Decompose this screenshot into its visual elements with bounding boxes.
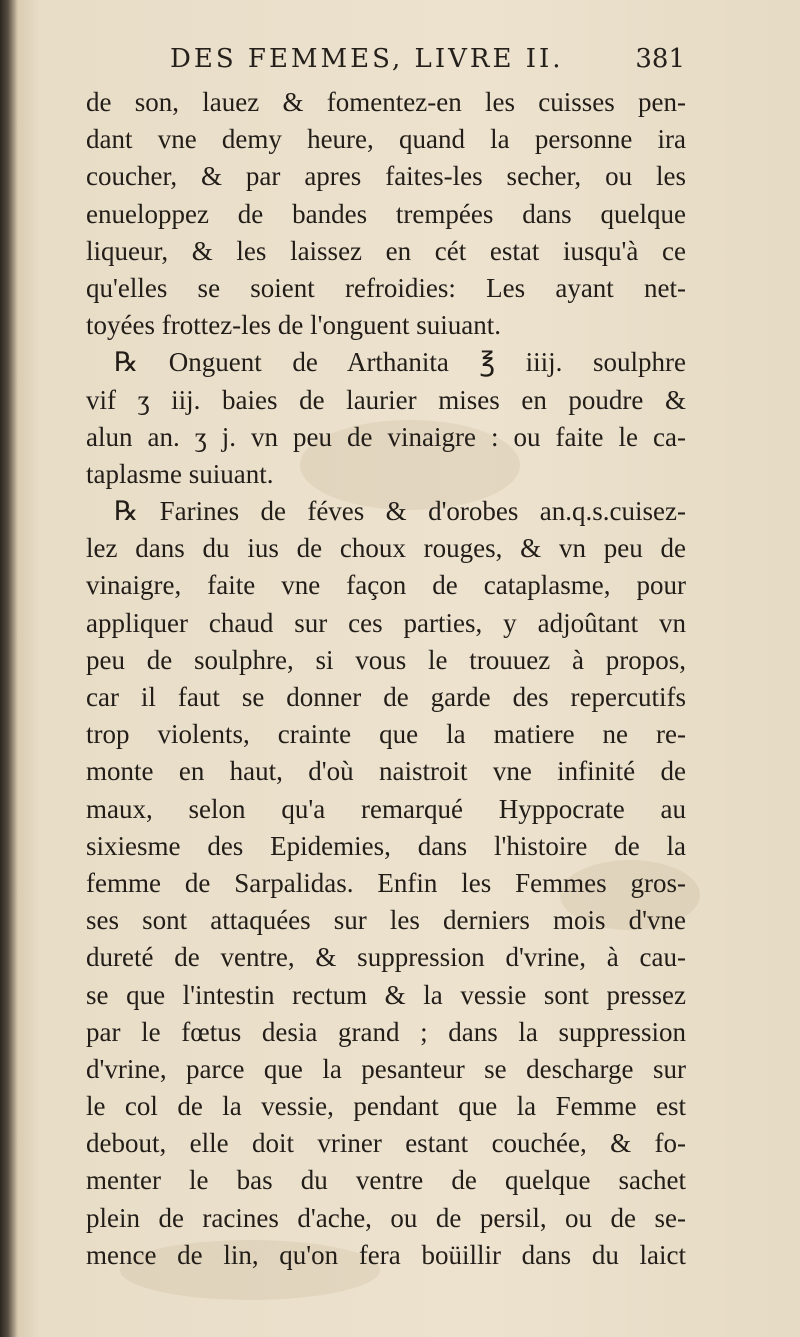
page-number: 381 bbox=[635, 44, 685, 74]
text-line: taplasme suiuant. bbox=[86, 458, 274, 489]
text-line: le col de la vessie, pendant que la Femme est bbox=[86, 1091, 686, 1122]
text-line: ses sont attaquées sur les derniers mois d'vne bbox=[86, 905, 686, 936]
text-line: vif ʒ iij. baies de laurier mises en poudre & bbox=[86, 384, 686, 415]
text-line: appliquer chaud sur ces parties, y adjoûtant vn bbox=[86, 607, 686, 638]
text-line: se que l'intestin rectum & la vessie sont pressez bbox=[86, 979, 686, 1010]
text-line: car il faut se donner de garde des repercutifs bbox=[86, 682, 686, 712]
text-line: menter le bas du ventre de quelque sachet bbox=[86, 1165, 686, 1196]
text-line: ℞ Onguent de Arthanita ℥ iiij. soulphre bbox=[114, 347, 686, 378]
text-line: mence de lin, qu'on fera boüillir dans du laict bbox=[86, 1239, 686, 1270]
running-header bbox=[170, 44, 685, 84]
text-line: plein de racines d'ache, ou de persil, ou de se- bbox=[86, 1202, 686, 1233]
text-line: sixiesme des Epidemies, dans l'histoire de la bbox=[86, 830, 686, 861]
text-line: enueloppez de bandes trempées dans quelque bbox=[86, 198, 686, 229]
body-text bbox=[86, 84, 686, 1274]
text-line: liqueur, & les laissez en cét estat iusqu'à ce bbox=[86, 235, 686, 266]
text-line: trop violents, crainte que la matiere ne re- bbox=[86, 719, 686, 750]
text-line: toyées frottez-les de l'onguent suiuant. bbox=[86, 310, 501, 341]
text-line: lez dans du ius de choux rouges, & vn peu de bbox=[86, 533, 686, 564]
text-line: coucher, & par apres faites-les secher, ou les bbox=[86, 161, 686, 192]
text-line: femme de Sarpalidas. Enfin les Femmes gros- bbox=[86, 867, 686, 898]
text-line: monte en haut, d'où naistroit vne infinité de bbox=[86, 756, 686, 787]
text-line: d'vrine, parce que la pesanteur se descharge sur bbox=[86, 1053, 686, 1084]
text-line: maux, selon qu'a remarqué Hyppocrate au bbox=[86, 793, 686, 824]
text-line: de son, lauez & fomentez-en les cuisses pen- bbox=[86, 87, 686, 117]
text-line: peu de soulphre, si vous le trouuez à propos, bbox=[86, 644, 686, 675]
text-line: dureté de ventre, & suppression d'vrine, à cau- bbox=[86, 942, 686, 973]
text-line: ℞ Farines de féves & d'orobes an.q.s.cuisez- bbox=[114, 496, 686, 527]
running-title: DES FEMMES, LIVRE II. bbox=[170, 44, 564, 74]
text-line: qu'elles se soient refroidies: Les ayant net- bbox=[86, 272, 686, 303]
text-line: debout, elle doit vriner estant couchée, & fo- bbox=[86, 1128, 686, 1159]
text-line: par le fœtus desia grand ; dans la suppression bbox=[86, 1016, 686, 1047]
text-line: vinaigre, faite vne façon de cataplasme, pour bbox=[86, 570, 686, 601]
text-line: dant vne demy heure, quand la personne ira bbox=[86, 124, 686, 155]
text-line: alun an. ʒ j. vn peu de vinaigre : ou faite le ca- bbox=[86, 421, 686, 452]
